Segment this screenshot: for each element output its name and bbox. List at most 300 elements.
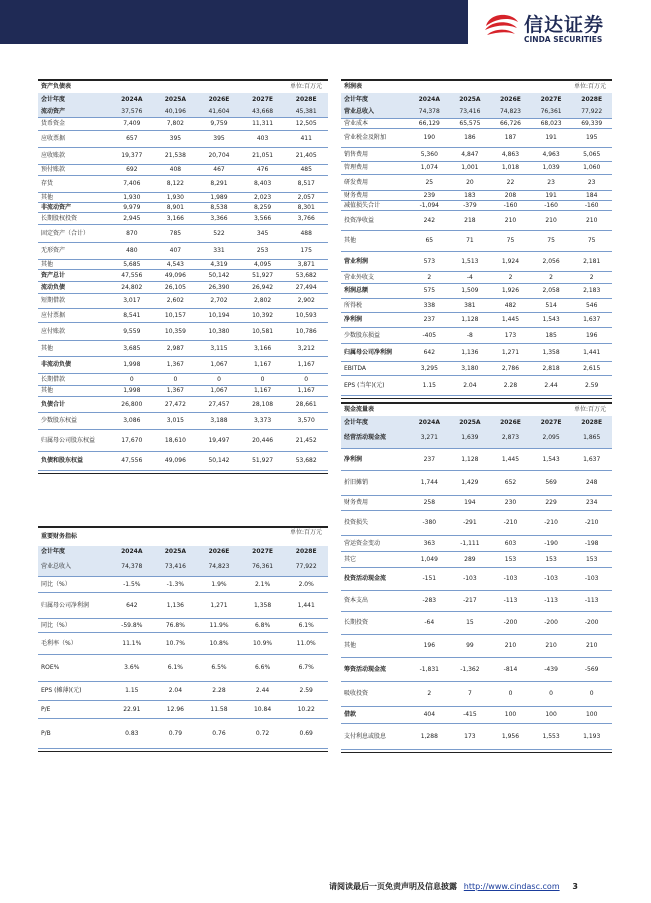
table-top-rule — [38, 526, 328, 528]
row-value: 11.58 — [197, 700, 241, 718]
row-value: 50,142 — [197, 269, 241, 281]
table-row — [341, 147, 612, 161]
row-value: -379 — [450, 200, 491, 210]
row-value: 173 — [490, 327, 531, 343]
row-value: 20,446 — [241, 429, 285, 451]
row-value: 0.69 — [284, 718, 328, 748]
row-value: 12.96 — [154, 700, 198, 718]
table-row — [341, 210, 612, 230]
row-value: 2.59 — [284, 681, 328, 700]
row-value: 0.76 — [197, 718, 241, 748]
row-label: P/E — [38, 700, 110, 718]
row-value: 74,823 — [490, 106, 531, 118]
row-value: 100 — [531, 706, 572, 723]
row-value: 3,295 — [409, 361, 450, 375]
row-value: -160 — [490, 200, 531, 210]
row-value: 1,358 — [531, 343, 572, 361]
table-row — [38, 618, 328, 632]
row-value: 0 — [241, 373, 285, 385]
table-row — [38, 106, 328, 117]
row-value: 3.6% — [110, 654, 154, 681]
row-value: 237 — [409, 312, 450, 327]
row-value: 1,167 — [284, 356, 328, 373]
row-value: 191 — [531, 190, 572, 200]
row-value: 43,668 — [241, 106, 285, 117]
row-label: 流动负债 — [38, 281, 110, 293]
table-row — [341, 723, 612, 749]
row-value: 25 — [409, 174, 450, 190]
row-label: 财务费用 — [341, 190, 409, 200]
row-value: 210 — [531, 210, 572, 230]
row-label: 管理费用 — [341, 161, 409, 174]
row-value: 7,409 — [110, 117, 154, 130]
table-top-rule — [341, 402, 612, 404]
row-label: 其他 — [38, 192, 110, 202]
page-number: 3 — [572, 882, 578, 891]
table-row — [38, 164, 328, 175]
row-value: 573 — [409, 251, 450, 271]
row-value: 65 — [409, 230, 450, 251]
row-value: 173 — [450, 723, 491, 749]
row-value: 2 — [531, 271, 572, 283]
row-value: -200 — [531, 611, 572, 634]
balance-table — [38, 93, 328, 471]
table-row — [341, 343, 612, 361]
row-value: -8 — [450, 327, 491, 343]
row-value: 345 — [241, 224, 285, 242]
row-value: 8,259 — [241, 202, 285, 212]
row-value: -569 — [571, 657, 612, 681]
row-value: 53,682 — [284, 451, 328, 470]
row-value: 1.15 — [409, 375, 450, 395]
table-row — [341, 312, 612, 327]
row-value: 8,403 — [241, 175, 285, 192]
row-value: 194 — [450, 495, 491, 510]
row-value: 10.8% — [197, 632, 241, 654]
row-label: 流动资产 — [38, 106, 110, 117]
table-row — [38, 718, 328, 748]
row-value: 77,922 — [571, 106, 612, 118]
row-value: -1,094 — [409, 200, 450, 210]
table-row — [341, 510, 612, 535]
row-value: -160 — [571, 200, 612, 210]
row-value: -1.5% — [110, 576, 154, 592]
table-bottom-rule — [38, 473, 328, 475]
row-value: -113 — [531, 590, 572, 611]
row-value: 0.79 — [154, 718, 198, 748]
table-bottom-rule — [341, 398, 612, 400]
row-value: 41,604 — [197, 106, 241, 117]
row-label: 归属母公司净利润 — [38, 592, 110, 618]
row-value: 0 — [571, 681, 612, 706]
row-value: 15 — [450, 611, 491, 634]
table-row — [341, 271, 612, 283]
row-value: 0.83 — [110, 718, 154, 748]
row-value: 1,924 — [490, 251, 531, 271]
row-value: 0 — [197, 373, 241, 385]
row-value: 8,291 — [197, 175, 241, 192]
row-value: 2,873 — [490, 428, 531, 448]
row-value: 1,049 — [409, 551, 450, 567]
row-value: 7,406 — [110, 175, 154, 192]
row-value: -190 — [531, 535, 572, 551]
table-row — [38, 130, 328, 147]
row-value: 11.1% — [110, 632, 154, 654]
logo-cn-text: 信达证券 — [524, 14, 605, 36]
row-value: 652 — [490, 470, 531, 495]
row-label: 非流动负债 — [38, 356, 110, 373]
row-value: 4,863 — [490, 147, 531, 161]
row-label: 研发费用 — [341, 174, 409, 190]
row-value: 2,987 — [154, 340, 198, 356]
row-value: 1,367 — [154, 385, 198, 396]
row-label: 应付票据 — [38, 308, 110, 322]
table-bottom-rule — [38, 751, 328, 753]
row-value: 27,472 — [154, 396, 198, 412]
row-value: -113 — [571, 590, 612, 611]
row-value: 2 — [490, 271, 531, 283]
row-value: 1,429 — [450, 470, 491, 495]
row-value: 11.0% — [284, 632, 328, 654]
column-header-year: 2028E — [571, 416, 612, 428]
row-value: 187 — [490, 128, 531, 147]
row-value: 18,610 — [154, 429, 198, 451]
row-value: 74,378 — [409, 106, 450, 118]
row-value: 210 — [531, 634, 572, 657]
row-value: 10,380 — [197, 322, 241, 340]
column-header-year: 2028E — [284, 93, 328, 106]
row-value: -1,111 — [450, 535, 491, 551]
row-value: 2.04 — [154, 681, 198, 700]
row-value: 2,056 — [531, 251, 572, 271]
row-value: -210 — [531, 510, 572, 535]
row-label: 货币资金 — [38, 117, 110, 130]
table-bottom-rule — [341, 752, 612, 754]
row-value: 1,445 — [490, 448, 531, 470]
row-value: 196 — [409, 634, 450, 657]
column-header-year: 2025A — [154, 546, 198, 557]
row-label: 少数股东权益 — [38, 412, 110, 429]
row-value: 1,039 — [531, 161, 572, 174]
row-value: 1,067 — [197, 356, 241, 373]
row-value: 692 — [110, 164, 154, 175]
row-value: 23 — [571, 174, 612, 190]
row-value: 1,074 — [409, 161, 450, 174]
table-row — [341, 230, 612, 251]
row-value: 2.44 — [531, 375, 572, 395]
row-label: 投资损失 — [341, 510, 409, 535]
column-header-year: 2025A — [154, 93, 198, 106]
row-value: 603 — [490, 535, 531, 551]
row-value: 1.9% — [197, 576, 241, 592]
row-value: 785 — [154, 224, 198, 242]
row-label: 其他 — [38, 385, 110, 396]
row-value: 27,457 — [197, 396, 241, 412]
row-value: 1,167 — [241, 356, 285, 373]
row-value: 74,823 — [197, 557, 241, 576]
row-value: 1,543 — [531, 312, 572, 327]
row-value: 175 — [284, 242, 328, 259]
row-value: 4,963 — [531, 147, 572, 161]
row-value: 3,180 — [450, 361, 491, 375]
row-value: 184 — [571, 190, 612, 200]
row-label: EBITDA — [341, 361, 409, 375]
row-value: -380 — [409, 510, 450, 535]
row-value: 208 — [490, 190, 531, 200]
row-value: 331 — [197, 242, 241, 259]
row-value: 2,602 — [154, 293, 198, 308]
row-value: 395 — [197, 130, 241, 147]
row-value: -198 — [571, 535, 612, 551]
footer-url-link[interactable]: http://www.cindasc.com — [463, 882, 560, 891]
table-row — [38, 451, 328, 470]
row-label: 投资活动现金流 — [341, 567, 409, 590]
row-value: 185 — [531, 327, 572, 343]
row-value: -814 — [490, 657, 531, 681]
table-row — [341, 611, 612, 634]
row-value: 2.44 — [241, 681, 285, 700]
row-value: 467 — [197, 164, 241, 175]
row-value: 381 — [450, 298, 491, 312]
row-value: -210 — [490, 510, 531, 535]
table-row — [341, 448, 612, 470]
row-value: 22.91 — [110, 700, 154, 718]
row-value: 1,358 — [241, 592, 285, 618]
table-row — [38, 429, 328, 451]
row-value: 8,517 — [284, 175, 328, 192]
row-value: 3,366 — [197, 212, 241, 224]
table-row — [341, 657, 612, 681]
row-value: -439 — [531, 657, 572, 681]
table-row — [341, 706, 612, 723]
row-label: 经营活动现金流 — [341, 428, 409, 448]
table-row — [341, 361, 612, 375]
row-value: 575 — [409, 283, 450, 298]
row-value: 1,128 — [450, 448, 491, 470]
row-value: 485 — [284, 164, 328, 175]
row-value: 3,685 — [110, 340, 154, 356]
row-value: 76,361 — [531, 106, 572, 118]
table-row — [38, 192, 328, 202]
table-header-row — [38, 546, 328, 557]
row-value: 10.84 — [241, 700, 285, 718]
row-value: 76,361 — [241, 557, 285, 576]
row-value: 404 — [409, 706, 450, 723]
row-value: -415 — [450, 706, 491, 723]
row-value: 210 — [490, 634, 531, 657]
column-header-label: 会计年度 — [38, 546, 110, 557]
row-value: 522 — [197, 224, 241, 242]
row-value: 210 — [490, 210, 531, 230]
row-value: 2.0% — [284, 576, 328, 592]
row-value: 1,445 — [490, 312, 531, 327]
row-value: 5,065 — [571, 147, 612, 161]
row-value: -64 — [409, 611, 450, 634]
row-value: 2,057 — [284, 192, 328, 202]
row-value: 1,639 — [450, 428, 491, 448]
row-value: 51,927 — [241, 269, 285, 281]
row-label: 其他 — [38, 340, 110, 356]
table-row — [38, 340, 328, 356]
row-value: 19,497 — [197, 429, 241, 451]
row-label: 长期借款 — [38, 373, 110, 385]
row-value: 10,392 — [241, 308, 285, 322]
row-label: 营运资金变动 — [341, 535, 409, 551]
row-label: 利润总额 — [341, 283, 409, 298]
table-row — [38, 308, 328, 322]
table-row — [38, 632, 328, 654]
row-label: 固定资产（合计） — [38, 224, 110, 242]
column-header-year: 2024A — [409, 93, 450, 106]
row-value: 24,802 — [110, 281, 154, 293]
row-value: 190 — [409, 128, 450, 147]
column-header-year: 2027E — [241, 546, 285, 557]
row-value: 20 — [450, 174, 491, 190]
row-value: 1,060 — [571, 161, 612, 174]
row-value: 0 — [531, 681, 572, 706]
row-value: 1,637 — [571, 448, 612, 470]
row-value: 1,067 — [197, 385, 241, 396]
row-value: 488 — [284, 224, 328, 242]
row-value: 6.5% — [197, 654, 241, 681]
table-row — [341, 634, 612, 657]
table-row — [341, 118, 612, 128]
row-value: 1,001 — [450, 161, 491, 174]
row-value: 870 — [110, 224, 154, 242]
row-value: 50,142 — [197, 451, 241, 470]
row-value: 2.04 — [450, 375, 491, 395]
row-label: 归属母公司股东权益 — [38, 429, 110, 451]
balance-sheet-unit: 单位:百万元 — [289, 83, 322, 90]
row-label: 其它 — [341, 551, 409, 567]
row-value: 2,095 — [531, 428, 572, 448]
row-value: 76.8% — [154, 618, 198, 632]
row-value: 28,108 — [241, 396, 285, 412]
footer-disclaimer: 请阅读最后一页免责声明及信息披露 — [329, 882, 457, 891]
row-value: 229 — [531, 495, 572, 510]
row-value: 408 — [154, 164, 198, 175]
row-value: 21,405 — [284, 147, 328, 164]
row-label: 资本支出 — [341, 590, 409, 611]
row-value: 100 — [571, 706, 612, 723]
row-value: 66,726 — [490, 118, 531, 128]
row-value: 1,018 — [490, 161, 531, 174]
row-value: 1,441 — [571, 343, 612, 361]
row-label: EPS (当年)(元) — [341, 375, 409, 395]
row-value: 26,390 — [197, 281, 241, 293]
row-value: 9,559 — [110, 322, 154, 340]
row-value: 2,023 — [241, 192, 285, 202]
row-value: 191 — [531, 128, 572, 147]
row-value: 3,871 — [284, 259, 328, 269]
row-value: 8,301 — [284, 202, 328, 212]
table-row — [341, 327, 612, 343]
key-ratios-title: 重要财务指标 — [41, 533, 78, 540]
column-header-year: 2025A — [450, 416, 491, 428]
row-value: 2,786 — [490, 361, 531, 375]
table-row — [38, 259, 328, 269]
row-value: 3,212 — [284, 340, 328, 356]
row-value: 1,441 — [284, 592, 328, 618]
row-value: 6.1% — [154, 654, 198, 681]
row-value: 3,166 — [241, 340, 285, 356]
column-header-year: 2026E — [197, 546, 241, 557]
row-value: 253 — [241, 242, 285, 259]
row-value: 569 — [531, 470, 572, 495]
row-value: 47,556 — [110, 451, 154, 470]
row-value: 1,288 — [409, 723, 450, 749]
row-value: 26,800 — [110, 396, 154, 412]
row-label: 净利润 — [341, 312, 409, 327]
row-value: 53,682 — [284, 269, 328, 281]
table-row — [341, 200, 612, 210]
table-row — [341, 590, 612, 611]
row-value: 258 — [409, 495, 450, 510]
row-label: 投资净收益 — [341, 210, 409, 230]
row-value: 75 — [490, 230, 531, 251]
row-value: 1,543 — [531, 448, 572, 470]
row-value: 27,494 — [284, 281, 328, 293]
row-value: 0 — [490, 681, 531, 706]
income-table — [341, 93, 612, 396]
table-top-rule — [38, 79, 328, 81]
row-value: 2,902 — [284, 293, 328, 308]
cash-flow-unit: 单位:百万元 — [573, 406, 606, 413]
row-value: 40,196 — [154, 106, 198, 117]
row-label: 同比（%） — [38, 576, 110, 592]
row-value: 6.1% — [284, 618, 328, 632]
balance-sheet-panel — [38, 80, 328, 474]
table-row — [38, 202, 328, 212]
table-row — [341, 567, 612, 590]
column-header-year: 2027E — [241, 93, 285, 106]
column-header-year: 2026E — [197, 93, 241, 106]
row-value: 1,167 — [284, 385, 328, 396]
row-value: 0 — [110, 373, 154, 385]
row-value: 11,311 — [241, 117, 285, 130]
row-value: 10.22 — [284, 700, 328, 718]
row-value: -103 — [571, 567, 612, 590]
row-value: 395 — [154, 130, 198, 147]
table-row — [38, 654, 328, 681]
column-header-year: 2025A — [450, 93, 491, 106]
table-header-row — [341, 93, 612, 106]
cash-flow-panel — [341, 403, 612, 753]
row-value: 2.28 — [490, 375, 531, 395]
row-value: 3,566 — [241, 212, 285, 224]
row-value: 9,759 — [197, 117, 241, 130]
row-value: 47,556 — [110, 269, 154, 281]
table-row — [38, 117, 328, 130]
row-value: 1,271 — [490, 343, 531, 361]
table-row — [341, 681, 612, 706]
row-value: 17,670 — [110, 429, 154, 451]
row-label: 营业税金及附加 — [341, 128, 409, 147]
row-value: -103 — [490, 567, 531, 590]
row-value: 2,183 — [571, 283, 612, 298]
row-label: 归属母公司净利润 — [341, 343, 409, 361]
header-bar — [0, 0, 468, 44]
row-value: 642 — [110, 592, 154, 618]
row-value: 6.6% — [241, 654, 285, 681]
row-value: -113 — [490, 590, 531, 611]
table-row — [341, 535, 612, 551]
row-value: 2,945 — [110, 212, 154, 224]
row-label: 营业总收入 — [38, 557, 110, 576]
row-label: 无形资产 — [38, 242, 110, 259]
row-value: 2 — [409, 681, 450, 706]
row-value: 6.7% — [284, 654, 328, 681]
